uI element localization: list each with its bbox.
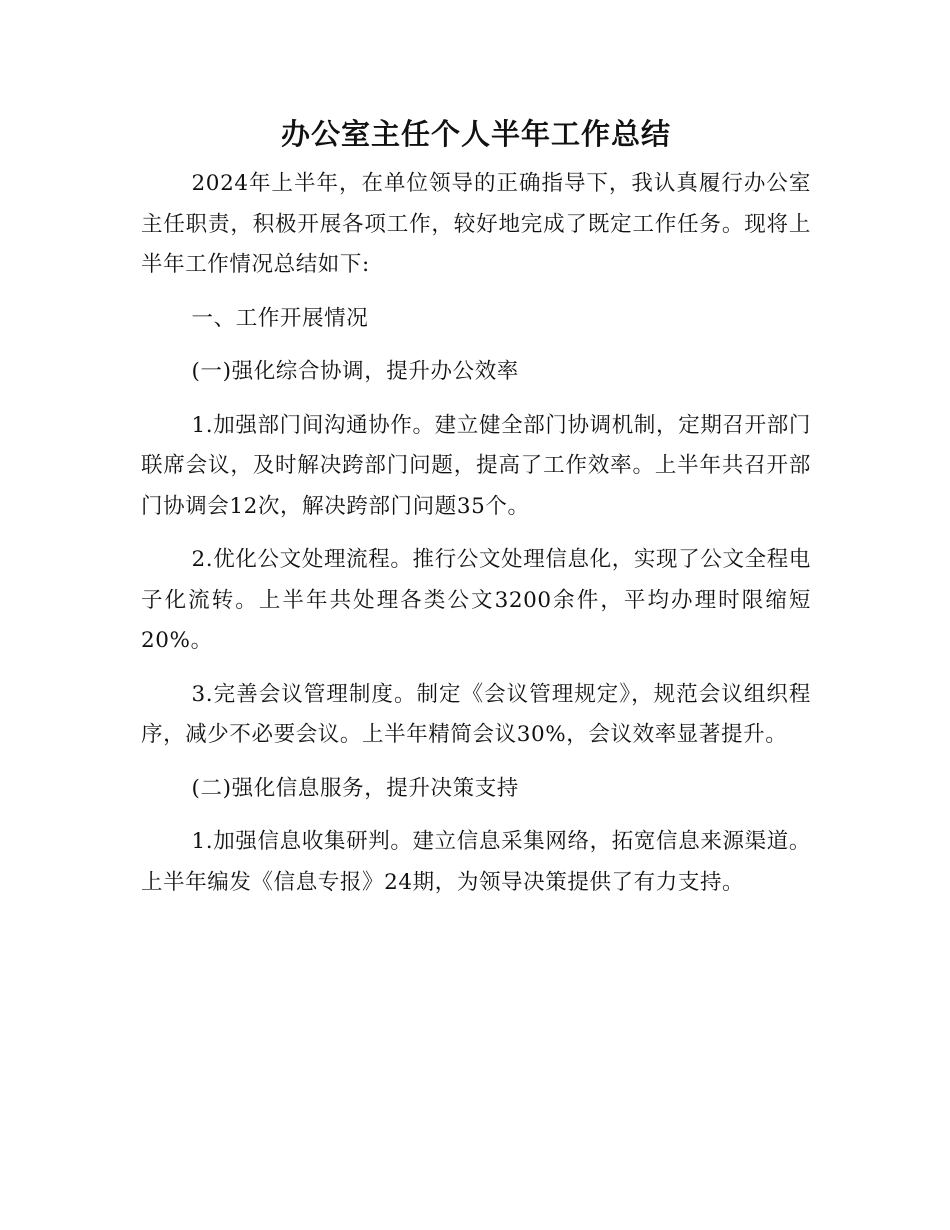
document-title: 办公室主任个人半年工作总结	[280, 117, 671, 151]
item-paragraph-information-collection: 1.加强信息收集研判。建立信息采集网络，拓宽信息来源渠道。上半年编发《信息专报》24期，为领导决策提供了有力支持。	[141, 829, 811, 895]
document-page	[141, 112, 811, 903]
item-paragraph-meeting-management: 3.完善会议管理制度。制定《会议管理规定》，规范会议组织程序，减少不必要会议。上半年精简会议30%，会议效率显著提升。	[141, 681, 811, 747]
item-paragraph-document-processing: 2.优化公文处理流程。推行公文处理信息化，实现了公文全程电子化流转。上半年共处理各类公文3200余件，平均办理时限缩短20%。	[141, 547, 811, 653]
item-paragraph-communication: 1.加强部门间沟通协作。建立健全部门协调机制，定期召开部门联席会议，及时解决跨部门问题，提高了工作效率。上半年共召开部门协调会12次，解决跨部门问题35个。	[141, 412, 811, 519]
section-heading-work-overview: 一、工作开展情况	[191, 305, 369, 331]
intro-paragraph: 2024年上半年，在单位领导的正确指导下，我认真履行办公室主任职责，积极开展各项工作，较好地完成了既定工作任务。现将上半年工作情况总结如下:	[141, 171, 811, 277]
subsection-heading-coordination: (一)强化综合协调，提升办公效率	[191, 359, 519, 384]
subsection-heading-information-service: (二)强化信息服务，提升决策支持	[191, 775, 519, 801]
